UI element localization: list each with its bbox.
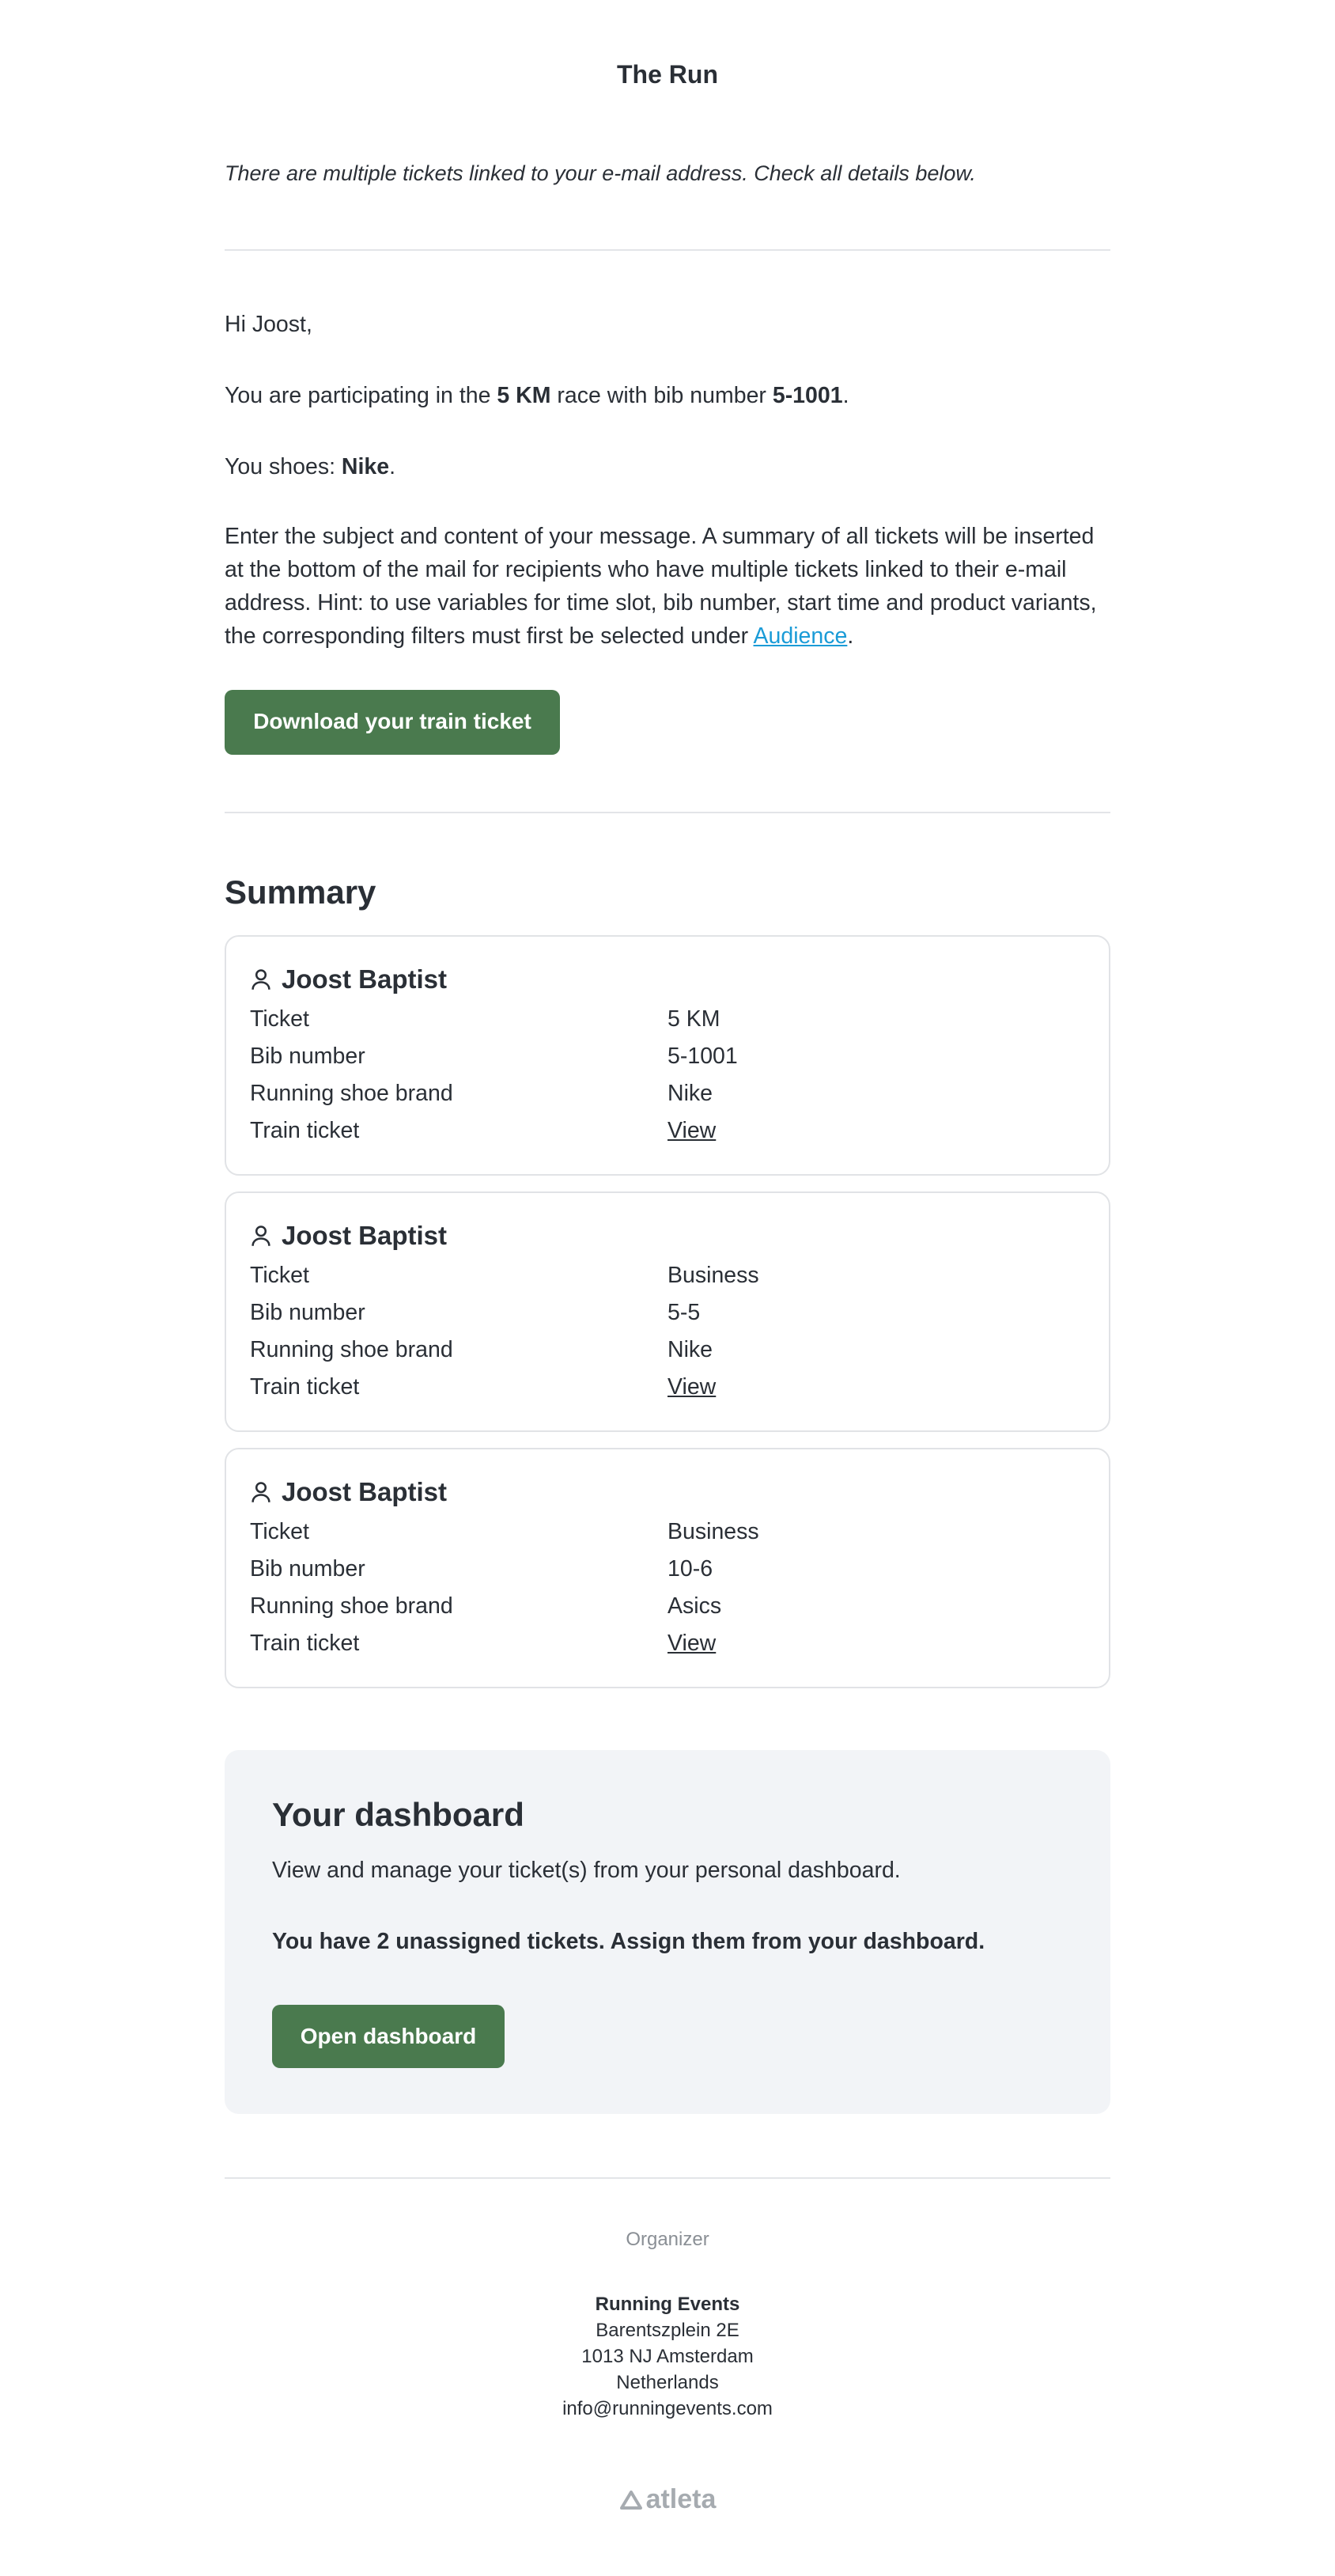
download-train-ticket-button[interactable]: Download your train ticket	[225, 690, 560, 755]
greeting: Hi Joost,	[225, 312, 312, 337]
ticket-holder-name: Joost Baptist	[282, 1477, 448, 1506]
train-row	[250, 1371, 1088, 1403]
ticket-value: Business	[668, 1519, 759, 1544]
shoe-row	[250, 1078, 1088, 1109]
race-middle: race with bib number	[550, 383, 773, 408]
email-title: The Run	[617, 60, 718, 89]
ticket-row	[250, 1260, 1088, 1291]
race-name: 5 KM	[497, 383, 551, 408]
shoe-brand: Nike	[341, 454, 390, 479]
ticket-row	[250, 1516, 1088, 1547]
dashboard-text: View and manage your ticket(s) from your personal dashboard.	[272, 1858, 901, 1883]
shoe-row	[250, 1590, 1088, 1622]
multiple-tickets-notice: There are multiple tickets linked to your e-mail address. Check all details below.	[225, 161, 976, 185]
unassigned-tickets-notice: You have 2 unassigned tickets. Assign them from your dashboard.	[272, 1929, 985, 1954]
bib-number: 5-1001	[772, 383, 843, 408]
divider	[225, 249, 1110, 251]
bib-label: Bib number	[250, 1300, 365, 1325]
train-row	[250, 1627, 1088, 1659]
atleta-logo-icon	[619, 2489, 643, 2511]
summary-heading: Summary	[225, 873, 376, 911]
shoe-row	[250, 1334, 1088, 1366]
race-suffix: .	[842, 383, 849, 408]
train-label: Train ticket	[250, 1631, 360, 1656]
bib-value: 10-6	[668, 1556, 713, 1582]
shoe-label: Running shoe brand	[250, 1337, 453, 1362]
organizer-address-line2: 1013 NJ Amsterdam	[581, 2346, 754, 2367]
user-icon	[250, 1224, 272, 1248]
bib-label: Bib number	[250, 1556, 365, 1582]
dashboard-heading: Your dashboard	[272, 1796, 524, 1833]
train-label: Train ticket	[250, 1118, 360, 1143]
atleta-logo	[225, 2484, 1110, 2515]
user-icon	[250, 968, 272, 991]
user-icon	[250, 1480, 272, 1504]
race-info	[225, 379, 1110, 412]
shoe-label: Running shoe brand	[250, 1593, 453, 1619]
bib-row	[250, 1553, 1088, 1585]
divider	[225, 812, 1110, 813]
message-suffix: .	[847, 623, 854, 649]
ticket-holder	[250, 964, 447, 995]
race-prefix: You are participating in the	[225, 383, 497, 408]
organizer-address-line1: Barentszplein 2E	[596, 2320, 739, 2341]
bib-row	[250, 1040, 1088, 1072]
view-train-ticket-link[interactable]: View	[668, 1631, 717, 1656]
ticket-holder	[250, 1476, 447, 1508]
shoe-value: Nike	[668, 1337, 713, 1362]
atleta-brand: atleta	[645, 2484, 717, 2514]
ticket-label: Ticket	[250, 1006, 309, 1032]
ticket-holder-name: Joost Baptist	[282, 1221, 448, 1250]
view-train-ticket-link[interactable]: View	[668, 1118, 717, 1143]
organizer-email: info@runningevents.com	[562, 2398, 773, 2419]
bib-label: Bib number	[250, 1044, 365, 1069]
bib-value: 5-5	[668, 1300, 701, 1325]
bib-row	[250, 1297, 1088, 1328]
audience-link[interactable]: Audience	[753, 623, 848, 649]
ticket-holder	[250, 1220, 447, 1252]
shoes-suffix: .	[389, 454, 396, 479]
open-dashboard-button[interactable]: Open dashboard	[272, 2005, 505, 2068]
divider	[225, 2177, 1110, 2179]
message-text: Enter the subject and content of your message. A summary of all tickets will be inserted at the bottom of the mail for recipients who have multiple tickets linked to their e-mail address. Hint: to use variables for time slot, bib number, start time and product variants, the corresponding filters must first be selected under	[225, 524, 1097, 649]
ticket-card	[225, 1448, 1110, 1688]
ticket-row	[250, 1003, 1088, 1035]
organizer-country: Netherlands	[616, 2372, 719, 2393]
message-body	[225, 520, 1110, 653]
organizer-name: Running Events	[595, 2294, 740, 2315]
ticket-card	[225, 935, 1110, 1176]
ticket-label: Ticket	[250, 1263, 309, 1288]
ticket-label: Ticket	[250, 1519, 309, 1544]
shoe-label: Running shoe brand	[250, 1081, 453, 1106]
ticket-holder-name: Joost Baptist	[282, 964, 448, 994]
shoes-prefix: You shoes:	[225, 454, 342, 479]
train-label: Train ticket	[250, 1374, 360, 1400]
shoe-value: Nike	[668, 1081, 713, 1106]
ticket-value: 5 KM	[668, 1006, 720, 1032]
shoe-value: Asics	[668, 1593, 722, 1619]
bib-value: 5-1001	[668, 1044, 738, 1069]
ticket-card	[225, 1191, 1110, 1432]
train-row	[250, 1115, 1088, 1146]
organizer-label: Organizer	[626, 2229, 709, 2250]
shoes-info	[225, 450, 1110, 483]
view-train-ticket-link[interactable]: View	[668, 1374, 717, 1400]
ticket-value: Business	[668, 1263, 759, 1288]
dashboard-panel	[225, 1750, 1110, 2114]
